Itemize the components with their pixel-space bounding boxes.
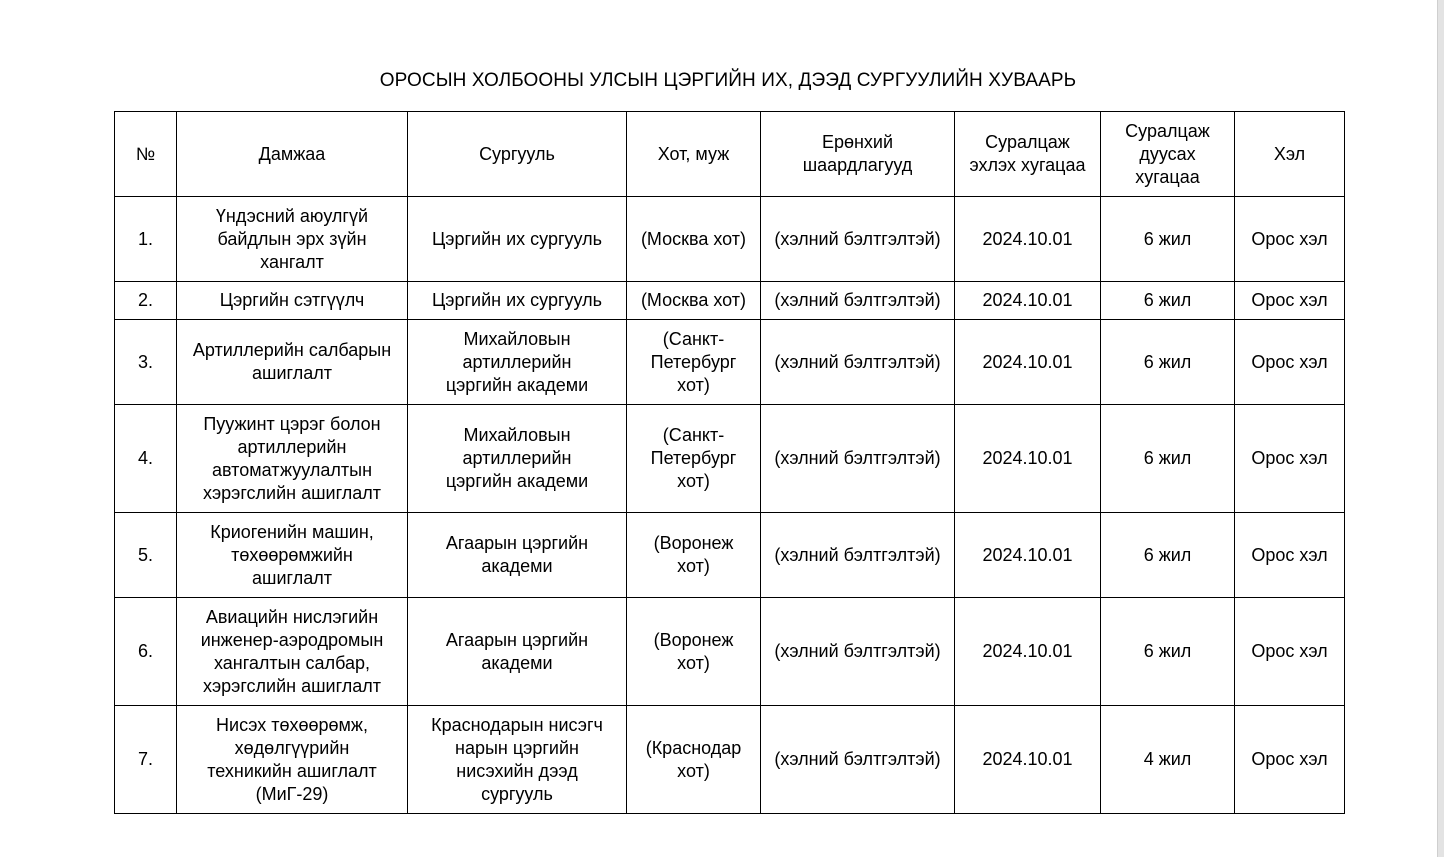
header-language: Хэл: [1235, 112, 1345, 197]
page-edge: [1437, 0, 1444, 857]
cell-school: Михайловын артиллерийн цэргийн академи: [408, 320, 627, 405]
cell-duration: 6 жил: [1101, 197, 1235, 282]
cell-requirements: (хэлний бэлтгэлтэй): [761, 197, 955, 282]
cell-language: Орос хэл: [1235, 405, 1345, 513]
table-row: [115, 706, 1345, 814]
cell-number: 3.: [115, 320, 177, 405]
cell-school: Агаарын цэргийн академи: [408, 598, 627, 706]
cell-requirements: (хэлний бэлтгэлтэй): [761, 320, 955, 405]
cell-language: Орос хэл: [1235, 513, 1345, 598]
cell-city: (Санкт-Петербург хот): [627, 320, 761, 405]
cell-requirements: (хэлний бэлтгэлтэй): [761, 706, 955, 814]
cell-school: Краснодарын нисэгч нарын цэргийн нисэхийн дээд сургууль: [408, 706, 627, 814]
cell-city: (Воронеж хот): [627, 598, 761, 706]
cell-start-date: 2024.10.01: [955, 598, 1101, 706]
header-city: Хот, муж: [627, 112, 761, 197]
table-header-row: [115, 112, 1345, 197]
cell-language: Орос хэл: [1235, 282, 1345, 320]
table-row: [115, 282, 1345, 320]
cell-duration: 6 жил: [1101, 598, 1235, 706]
cell-school: Цэргийн их сургууль: [408, 197, 627, 282]
cell-start-date: 2024.10.01: [955, 320, 1101, 405]
document-title: ОРОСЫН ХОЛБООНЫ УЛСЫН ЦЭРГИЙН ИХ, ДЭЭД СУРГУУЛИЙН ХУВААРЬ: [379, 70, 1077, 91]
cell-start-date: 2024.10.01: [955, 197, 1101, 282]
table-row: [115, 197, 1345, 282]
header-course: Дамжаа: [177, 112, 408, 197]
table-row: [115, 320, 1345, 405]
header-duration: Суралцаж дуусах хугацаа: [1101, 112, 1235, 197]
cell-duration: 6 жил: [1101, 405, 1235, 513]
schedule-table: [114, 111, 1345, 814]
cell-course: Нисэх төхөөрөмж, хөдөлгүүрийн техникийн ашиглалт (МиГ-29): [177, 706, 408, 814]
cell-duration: 4 жил: [1101, 706, 1235, 814]
cell-language: Орос хэл: [1235, 598, 1345, 706]
cell-start-date: 2024.10.01: [955, 513, 1101, 598]
cell-duration: 6 жил: [1101, 513, 1235, 598]
cell-course: Үндэсний аюулгүй байдлын эрх зүйн хангалт: [177, 197, 408, 282]
cell-course: Артиллерийн салбарын ашиглалт: [177, 320, 408, 405]
cell-start-date: 2024.10.01: [955, 706, 1101, 814]
cell-school: Цэргийн их сургууль: [408, 282, 627, 320]
cell-number: 2.: [115, 282, 177, 320]
cell-course: Цэргийн сэтгүүлч: [177, 282, 408, 320]
cell-requirements: (хэлний бэлтгэлтэй): [761, 282, 955, 320]
cell-course: Пуужинт цэрэг болон артиллерийн автоматжуулалтын хэрэгслийн ашиглалт: [177, 405, 408, 513]
cell-language: Орос хэл: [1235, 706, 1345, 814]
cell-city: (Санкт-Петербург хот): [627, 405, 761, 513]
cell-duration: 6 жил: [1101, 282, 1235, 320]
cell-school: Агаарын цэргийн академи: [408, 513, 627, 598]
cell-start-date: 2024.10.01: [955, 282, 1101, 320]
header-school: Сургууль: [408, 112, 627, 197]
cell-course: Криогенийн машин, төхөөрөмжийн ашиглалт: [177, 513, 408, 598]
cell-school: Михайловын артиллерийн цэргийн академи: [408, 405, 627, 513]
table-row: [115, 405, 1345, 513]
cell-number: 5.: [115, 513, 177, 598]
cell-city: (Краснодар хот): [627, 706, 761, 814]
cell-city: (Воронеж хот): [627, 513, 761, 598]
cell-number: 4.: [115, 405, 177, 513]
header-number: №: [115, 112, 177, 197]
cell-requirements: (хэлний бэлтгэлтэй): [761, 513, 955, 598]
cell-number: 7.: [115, 706, 177, 814]
cell-duration: 6 жил: [1101, 320, 1235, 405]
cell-number: 6.: [115, 598, 177, 706]
cell-start-date: 2024.10.01: [955, 405, 1101, 513]
cell-course: Авиацийн нислэгийн инженер-аэродромын хангалтын салбар, хэрэгслийн ашиглалт: [177, 598, 408, 706]
header-requirements: Ерөнхий шаардлагууд: [761, 112, 955, 197]
table-row: [115, 513, 1345, 598]
cell-language: Орос хэл: [1235, 320, 1345, 405]
cell-language: Орос хэл: [1235, 197, 1345, 282]
cell-city: (Москва хот): [627, 282, 761, 320]
cell-city: (Москва хот): [627, 197, 761, 282]
header-start-date: Суралцаж эхлэх хугацаа: [955, 112, 1101, 197]
cell-requirements: (хэлний бэлтгэлтэй): [761, 405, 955, 513]
cell-number: 1.: [115, 197, 177, 282]
table-row: [115, 598, 1345, 706]
cell-requirements: (хэлний бэлтгэлтэй): [761, 598, 955, 706]
